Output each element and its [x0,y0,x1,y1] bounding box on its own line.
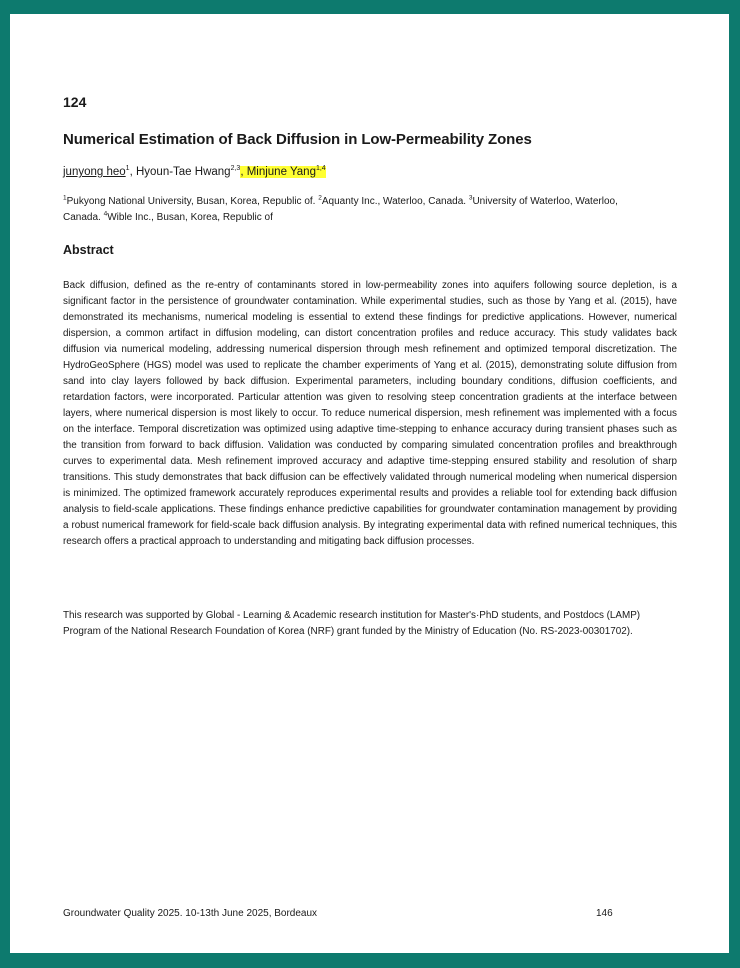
footer-page-number: 146 [596,908,613,919]
affil-sup: 4 [103,210,108,218]
author-name: Hyoun-Tae Hwang [135,166,231,178]
affil-sup: 3 [468,194,473,202]
author-sup: 1 [125,165,130,173]
affiliation-2: Aquanty Inc., Waterloo, Canada. [321,196,467,207]
affiliation-4: Wible Inc., Busan, Korea, Republic of [107,212,273,223]
abstract-body: Back diffusion, defined as the re-entry of contaminants stored in low-permeability zones into aquifers following source depletion, is a significant factor in the persistence of groundwater contamination. While experimental studies, such as those by Yang et al. (2015), have demonstrated its mechanisms, numerical modeling is essential to extend these findings for predictive applications. However, numerical dispersion, a common artifact in diffusion modeling, can distort concentration profiles and reduce accuracy. This study validates back diffusion via numerical modeling, addressing numerical dispersion through mesh refinement and optimized temporal discretization. The HydroGeoSphere (HGS) model was used to replicate the chamber experiments of Yang et al. (2015), demonstrating solute diffusion from sand into clay layers followed by back diffusion. Experimental parameters, including boundary conditions, diffusion coefficients, and retardation factors, were incorporated. Particular attention was given to resolving steep concentration gradients at the interface between layers, where numerical dispersion is most likely to occur. To reduce numerical dispersion, mesh refinement was implemented with a focus on the interface. Temporal discretization was optimized using adaptive time-stepping to enhance accuracy during transient phases such as the transition from forward to back diffusion. Validation was conducted by comparing simulated concentration profiles and breakthrough curves to experimental data. Mesh refinement improved accuracy and adaptive time-stepping ensured stability and resolution of sharp transitions. This study demonstrates that back diffusion can be effectively validated through numerical modeling when numerical dispersion is minimized. The optimized framework accurately reproduces experimental results and provides a reliable tool for extending back diffusion analysis to field-scale applications. These findings enhance predictive capabilities for groundwater contamination management by providing a robust numerical framework for field-scale back diffusion analysis. By integrating experimental data with refined numerical techniques, this research offers a practical approach to understanding and mitigating back diffusion processes. [63,280,677,547]
author-name-highlighted: Minjune Yang [246,166,316,178]
abstract-number: 124 [63,94,87,110]
author-list: junyong heo$^1$, Hyoun-Tae Hwang$^{2,3}$, Minjune Yang$^{1,4}$ [63,165,326,178]
affiliation-3: University of Waterloo, Waterloo, Canada. [63,196,618,223]
affil-sup: 1 [63,194,67,202]
acknowledgement: This research was supported by Global - Learning & Academic research institution for Master's·PhD students, and Postdocs (LAMP) Program of the National Research Foundation of Korea (NRF) grant funded by the Ministry of Education (No. RS-2023-00301702). [63,610,641,637]
author-sup: 1,4 [315,165,326,173]
abstract-heading: Abstract [63,243,114,257]
footer-conference: Groundwater Quality 2025. 10-13th June 2025, Bordeaux [63,908,318,919]
author-name: junyong heo [63,166,126,178]
paper-title: Numerical Estimation of Back Diffusion in Low-Permeability Zones [63,131,532,148]
affiliation-1: Pukyong National University, Busan, Korea, Republic of. [66,196,316,207]
affil-sup: 2 [318,194,322,202]
affiliations [63,194,643,226]
document-page [10,14,729,953]
author-sup: 2,3 [230,165,241,173]
